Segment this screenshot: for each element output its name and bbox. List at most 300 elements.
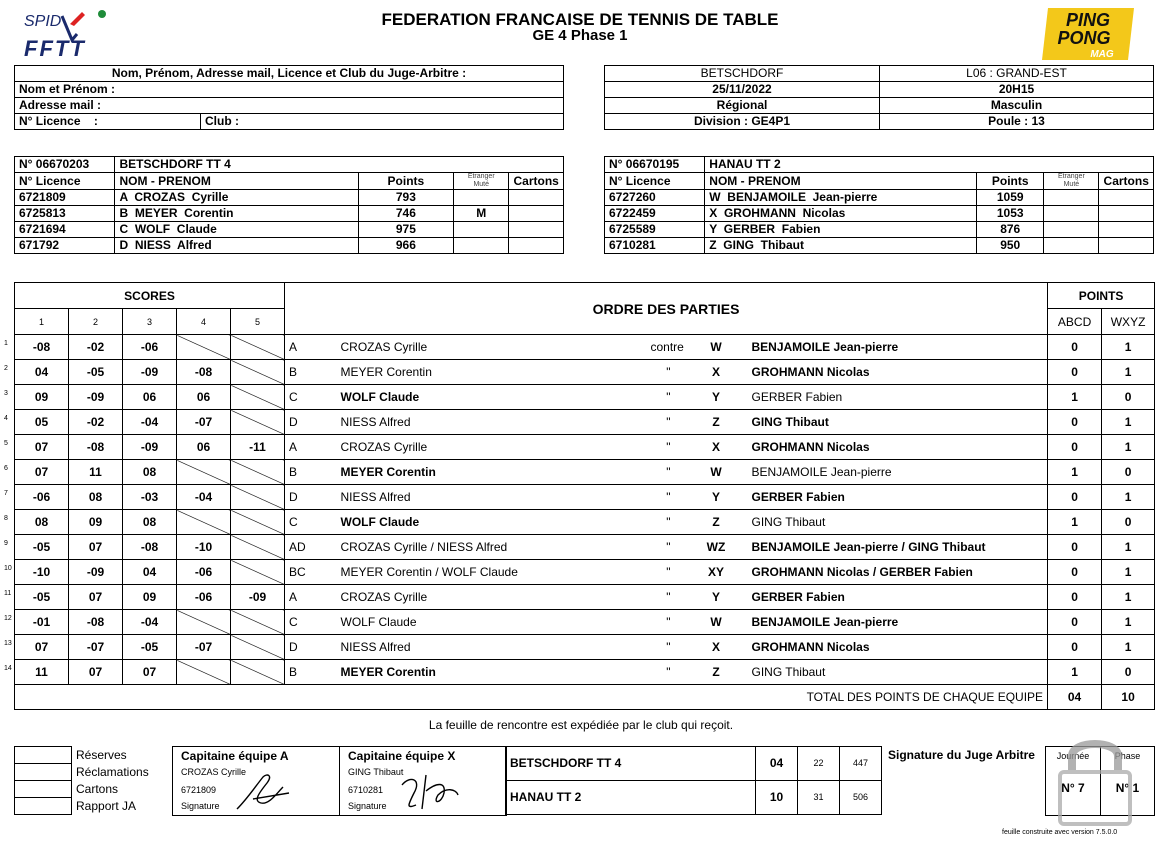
player-x-name: GERBER Fabien <box>748 385 1048 410</box>
svg-text:MAG: MAG <box>1090 49 1114 60</box>
player-cards <box>1099 190 1154 206</box>
player-cards <box>509 222 564 238</box>
set-score: -07 <box>69 635 123 660</box>
points-a: 1 <box>1048 385 1102 410</box>
versus-separator: " <box>647 510 685 535</box>
player-points: 746 <box>358 206 453 222</box>
versus-separator: " <box>647 585 685 610</box>
points-a: 0 <box>1048 635 1102 660</box>
player-a-name: WOLF Claude <box>337 610 647 635</box>
player-x-name: GING Thibaut <box>748 410 1048 435</box>
captain-a-signature <box>233 769 293 815</box>
player-x-name: GERBER Fabien <box>748 585 1048 610</box>
set-score: 07 <box>69 660 123 685</box>
player-name: D NIESS Alfred <box>115 238 358 254</box>
player-cards <box>1099 222 1154 238</box>
set-score: -07 <box>177 635 231 660</box>
set-score: -11 <box>231 435 285 460</box>
versus-separator: " <box>647 410 685 435</box>
svg-text:PONG: PONG <box>1057 28 1111 48</box>
team-x-number: N° 06670195 <box>605 157 705 173</box>
player-x-letter: Z <box>685 410 748 435</box>
player-a-letter: D <box>285 485 337 510</box>
points-a: 0 <box>1048 535 1102 560</box>
match-row <box>15 510 1155 535</box>
captain-a-signature-label: Signature <box>181 801 220 811</box>
match-row <box>15 560 1155 585</box>
set-score <box>231 335 285 360</box>
svg-text:SPID: SPID <box>24 13 62 30</box>
player-x-letter: WZ <box>685 535 748 560</box>
player-licence: 671792 <box>15 238 115 254</box>
set-score <box>231 485 285 510</box>
player-name: X GROHMANN Nicolas <box>705 206 977 222</box>
captain-x-name: GING Thibaut <box>348 767 404 777</box>
player-x-letter: Z <box>685 660 748 685</box>
player-a-letter: BC <box>285 560 337 585</box>
team-a-number: N° 06670203 <box>15 157 115 173</box>
summary-points: 10 <box>756 781 798 815</box>
team-a-col-cards: Cartons <box>509 173 564 190</box>
player-a-name: MEYER Corentin <box>337 460 647 485</box>
points-a: 0 <box>1048 360 1102 385</box>
captain-a-heading: Capitaine équipe A <box>181 749 289 763</box>
points-x: 0 <box>1102 460 1155 485</box>
player-name: C WOLF Claude <box>115 222 358 238</box>
player-row <box>15 222 564 238</box>
player-a-name: NIESS Alfred <box>337 410 647 435</box>
player-row <box>15 206 564 222</box>
player-licence: 6721809 <box>15 190 115 206</box>
player-name: B MEYER Corentin <box>115 206 358 222</box>
player-foreign <box>454 238 509 254</box>
player-a-letter: C <box>285 510 337 535</box>
checklist-label: Cartons <box>76 781 119 796</box>
team-x-col-points: Points <box>977 173 1044 190</box>
player-foreign <box>1044 238 1099 254</box>
match-row <box>15 435 1155 460</box>
summary-table <box>505 746 882 815</box>
player-a-name: MEYER Corentin <box>337 360 647 385</box>
versus-separator: " <box>647 635 685 660</box>
match-row <box>15 410 1155 435</box>
points-x: 1 <box>1102 610 1155 635</box>
summary-points: 04 <box>756 747 798 781</box>
versus-separator: " <box>647 435 685 460</box>
player-a-name: MEYER Corentin <box>337 660 647 685</box>
padlock-icon <box>1050 732 1140 828</box>
set-score <box>177 610 231 635</box>
set-score <box>231 385 285 410</box>
points-x: 1 <box>1102 360 1155 385</box>
captain-x-heading: Capitaine équipe X <box>348 749 456 763</box>
checklist-label: Réclamations <box>76 764 149 779</box>
points-x: 1 <box>1102 410 1155 435</box>
match-gender: Masculin <box>880 98 1154 114</box>
points-x: 1 <box>1102 335 1155 360</box>
referee-club-label: Club : <box>201 114 564 130</box>
player-cards <box>1099 206 1154 222</box>
player-a-letter: A <box>285 335 337 360</box>
set-score: -04 <box>123 410 177 435</box>
team-x-table <box>604 156 1154 254</box>
referee-email-label: Adresse mail : <box>15 98 564 114</box>
set-header: 5 <box>231 309 285 335</box>
phase-label: Phase <box>1114 751 1141 761</box>
player-row <box>15 238 564 254</box>
set-score <box>231 410 285 435</box>
set-score: -08 <box>177 360 231 385</box>
team-a-players <box>15 190 564 254</box>
row-number: 1 <box>4 340 8 347</box>
row-number: 4 <box>4 415 8 422</box>
set-score: -08 <box>69 610 123 635</box>
set-score: -06 <box>177 560 231 585</box>
journee-value: N° 7 <box>1061 781 1085 795</box>
set-score: -06 <box>177 585 231 610</box>
player-x-name: GROHMANN Nicolas <box>748 360 1048 385</box>
versus-separator: contre <box>647 335 685 360</box>
points-a: 0 <box>1048 560 1102 585</box>
svg-text:PING: PING <box>1065 10 1111 30</box>
total-label: TOTAL DES POINTS DE CHAQUE EQUIPE <box>15 685 1048 710</box>
player-cards <box>509 206 564 222</box>
referee-name-label: Nom et Prénom : <box>15 82 564 98</box>
summary-sets: 22 <box>798 747 840 781</box>
versus-separator: " <box>647 360 685 385</box>
set-score: -04 <box>123 610 177 635</box>
player-points: 975 <box>358 222 453 238</box>
player-cards <box>509 190 564 206</box>
player-foreign <box>454 222 509 238</box>
player-x-letter: X <box>685 435 748 460</box>
player-a-name: WOLF Claude <box>337 385 647 410</box>
player-points: 950 <box>977 238 1044 254</box>
versus-separator: " <box>647 385 685 410</box>
set-score: 06 <box>177 435 231 460</box>
points-x: 1 <box>1102 485 1155 510</box>
versus-separator: " <box>647 560 685 585</box>
summary-sets: 31 <box>798 781 840 815</box>
player-x-name: GROHMANN Nicolas / GERBER Fabien <box>748 560 1048 585</box>
team-a-name: BETSCHDORF TT 4 <box>115 157 564 173</box>
versus-separator: " <box>647 610 685 635</box>
set-score: -07 <box>177 410 231 435</box>
points-x: 1 <box>1102 635 1155 660</box>
player-points: 793 <box>358 190 453 206</box>
referee-info-table <box>14 65 564 130</box>
row-number: 7 <box>4 490 8 497</box>
player-foreign <box>1044 190 1099 206</box>
player-x-name: GERBER Fabien <box>748 485 1048 510</box>
row-number: 8 <box>4 515 8 522</box>
match-level: Régional <box>605 98 880 114</box>
set-score: -03 <box>123 485 177 510</box>
set-score: -05 <box>15 535 69 560</box>
dispatch-note: La feuille de rencontre est expédiée par le club qui reçoit. <box>428 718 734 732</box>
player-x-letter: W <box>685 460 748 485</box>
player-x-letter: X <box>685 360 748 385</box>
player-a-letter: B <box>285 460 337 485</box>
points-x: 0 <box>1102 510 1155 535</box>
player-a-name: CROZAS Cyrille <box>337 585 647 610</box>
document-title: FEDERATION FRANCAISE DE TENNIS DE TABLE <box>381 10 779 29</box>
set-score: 07 <box>123 660 177 685</box>
row-number: 12 <box>4 615 12 622</box>
points-x: 1 <box>1102 585 1155 610</box>
team-a-col-licence: N° Licence <box>15 173 115 190</box>
player-licence: 6710281 <box>605 238 705 254</box>
set-score: -02 <box>69 335 123 360</box>
checkbox[interactable] <box>15 747 72 764</box>
match-row <box>15 335 1155 360</box>
player-x-name: GROHMANN Nicolas <box>748 435 1048 460</box>
referee-signature-label: Signature du Juge Arbitre <box>888 748 1035 762</box>
player-a-letter: AD <box>285 535 337 560</box>
checklist-label: Rapport JA <box>76 798 137 813</box>
wxyz-header: WXYZ <box>1102 309 1155 335</box>
player-licence: 6725813 <box>15 206 115 222</box>
versus-separator: " <box>647 535 685 560</box>
set-score <box>231 560 285 585</box>
set-score <box>177 660 231 685</box>
set-score: -10 <box>15 560 69 585</box>
row-number: 6 <box>4 465 8 472</box>
row-number: 2 <box>4 365 8 372</box>
checkbox[interactable] <box>15 798 72 815</box>
points-a: 0 <box>1048 610 1102 635</box>
set-score: -06 <box>15 485 69 510</box>
set-score: 06 <box>177 385 231 410</box>
set-score: -06 <box>123 335 177 360</box>
set-score <box>177 460 231 485</box>
match-row <box>15 485 1155 510</box>
set-score: -09 <box>69 560 123 585</box>
row-number: 5 <box>4 440 8 447</box>
captain-x <box>340 747 506 815</box>
abcd-header: ABCD <box>1048 309 1102 335</box>
team-a-col-foreign: Etranger Muté <box>454 173 509 190</box>
player-name: Z GING Thibaut <box>705 238 977 254</box>
points-heading: POINTS <box>1048 283 1155 309</box>
match-division: Division : GE4P1 <box>605 114 880 130</box>
set-header: 1 <box>15 309 69 335</box>
points-a: 0 <box>1048 485 1102 510</box>
player-name: A CROZAS Cyrille <box>115 190 358 206</box>
journee-label: Journée <box>1056 751 1090 761</box>
player-x-letter: Z <box>685 510 748 535</box>
set-score: 07 <box>69 585 123 610</box>
match-row <box>15 535 1155 560</box>
set-score: 09 <box>69 510 123 535</box>
player-row <box>605 206 1154 222</box>
phase-value: N° 1 <box>1115 781 1140 795</box>
player-cards <box>509 238 564 254</box>
player-x-name: GROHMANN Nicolas <box>748 635 1048 660</box>
player-foreign <box>1044 222 1099 238</box>
match-rows <box>15 335 1155 685</box>
player-x-name: BENJAMOILE Jean-pierre <box>748 610 1048 635</box>
captain-x-licence: 6710281 <box>348 785 384 795</box>
set-score: 05 <box>15 410 69 435</box>
player-licence: 6722459 <box>605 206 705 222</box>
summary-balls: 447 <box>840 747 882 781</box>
document-subtitle: GE 4 Phase 1 <box>532 27 628 44</box>
player-x-name: BENJAMOILE Jean-pierre / GING Thibaut <box>748 535 1048 560</box>
set-score: -08 <box>69 435 123 460</box>
set-score <box>231 660 285 685</box>
player-x-letter: W <box>685 610 748 635</box>
row-number: 9 <box>4 540 8 547</box>
match-pool: Poule : 13 <box>880 114 1154 130</box>
row-number: 13 <box>4 640 12 647</box>
checkbox[interactable] <box>15 781 72 798</box>
player-row <box>605 190 1154 206</box>
player-foreign <box>454 190 509 206</box>
match-row <box>15 660 1155 685</box>
player-licence: 6725589 <box>605 222 705 238</box>
player-name: Y GERBER Fabien <box>705 222 977 238</box>
row-numbers <box>0 332 14 682</box>
points-a: 1 <box>1048 510 1102 535</box>
set-score: -09 <box>123 435 177 460</box>
set-score <box>177 510 231 535</box>
set-score: -05 <box>15 585 69 610</box>
match-row <box>15 385 1155 410</box>
referee-heading: Nom, Prénom, Adresse mail, Licence et Club du Juge-Arbitre : <box>15 66 564 82</box>
match-row <box>15 360 1155 385</box>
captain-a-name: CROZAS Cyrille <box>181 767 247 777</box>
order-heading: ORDRE DES PARTIES <box>285 283 1048 335</box>
set-score: 07 <box>15 435 69 460</box>
match-row <box>15 460 1155 485</box>
total-x: 10 <box>1102 685 1155 710</box>
player-a-name: NIESS Alfred <box>337 635 647 660</box>
player-a-name: MEYER Corentin / WOLF Claude <box>337 560 647 585</box>
team-x-players <box>605 190 1154 254</box>
points-a: 0 <box>1048 585 1102 610</box>
set-score: 09 <box>15 385 69 410</box>
set-score: 08 <box>69 485 123 510</box>
team-a-col-points: Points <box>358 173 453 190</box>
player-licence: 6727260 <box>605 190 705 206</box>
points-x: 0 <box>1102 385 1155 410</box>
referee-licence-label: N° Licence : <box>15 114 201 130</box>
player-licence: 6721694 <box>15 222 115 238</box>
scores-table <box>14 282 1155 710</box>
set-score: -05 <box>123 635 177 660</box>
team-x-col-licence: N° Licence <box>605 173 705 190</box>
set-score <box>231 635 285 660</box>
player-row <box>605 238 1154 254</box>
points-x: 1 <box>1102 560 1155 585</box>
player-a-letter: A <box>285 435 337 460</box>
team-a-col-name: NOM - PRENOM <box>115 173 358 190</box>
points-x: 1 <box>1102 435 1155 460</box>
set-header: 3 <box>123 309 177 335</box>
checkbox[interactable] <box>15 764 72 781</box>
player-points: 876 <box>977 222 1044 238</box>
player-a-letter: C <box>285 385 337 410</box>
points-x: 0 <box>1102 660 1155 685</box>
set-score <box>231 360 285 385</box>
set-score: 06 <box>123 385 177 410</box>
player-x-letter: Y <box>685 585 748 610</box>
versus-separator: " <box>647 660 685 685</box>
set-score: 04 <box>123 560 177 585</box>
checklist-label: Réserves <box>76 747 127 762</box>
svg-text:FFTT: FFTT <box>24 36 86 61</box>
player-cards <box>1099 238 1154 254</box>
match-time: 20H15 <box>880 82 1154 98</box>
set-score: -09 <box>231 585 285 610</box>
player-a-letter: B <box>285 660 337 685</box>
match-date: 25/11/2022 <box>605 82 880 98</box>
summary-team: BETSCHDORF TT 4 <box>506 747 756 781</box>
player-name: W BENJAMOILE Jean-pierre <box>705 190 977 206</box>
set-score: 11 <box>15 660 69 685</box>
player-x-name: GING Thibaut <box>748 660 1048 685</box>
set-score: 08 <box>123 460 177 485</box>
points-a: 1 <box>1048 660 1102 685</box>
player-x-name: BENJAMOILE Jean-pierre <box>748 460 1048 485</box>
row-number: 11 <box>4 590 12 597</box>
player-x-letter: W <box>685 335 748 360</box>
set-score: -09 <box>69 385 123 410</box>
player-x-letter: XY <box>685 560 748 585</box>
set-score: -05 <box>69 360 123 385</box>
points-a: 0 <box>1048 435 1102 460</box>
match-row <box>15 635 1155 660</box>
player-x-name: GING Thibaut <box>748 510 1048 535</box>
set-score: -01 <box>15 610 69 635</box>
fftt-logo <box>22 6 117 62</box>
player-a-name: WOLF Claude <box>337 510 647 535</box>
player-a-letter: A <box>285 585 337 610</box>
team-x-col-name: NOM - PRENOM <box>705 173 977 190</box>
player-x-letter: Y <box>685 385 748 410</box>
points-a: 1 <box>1048 460 1102 485</box>
set-score: 07 <box>15 635 69 660</box>
set-score <box>231 510 285 535</box>
player-points: 1059 <box>977 190 1044 206</box>
player-a-letter: B <box>285 360 337 385</box>
version-note: feuille construite avec version 7.5.0.0 <box>1002 829 1118 836</box>
row-number: 14 <box>4 665 12 672</box>
player-foreign: M <box>454 206 509 222</box>
set-score: -09 <box>123 360 177 385</box>
set-header: 4 <box>177 309 231 335</box>
total-a: 04 <box>1048 685 1102 710</box>
team-x-col-foreign: Etranger Muté <box>1044 173 1099 190</box>
player-a-name: CROZAS Cyrille / NIESS Alfred <box>337 535 647 560</box>
player-a-name: CROZAS Cyrille <box>337 335 647 360</box>
player-a-name: CROZAS Cyrille <box>337 435 647 460</box>
set-score: -10 <box>177 535 231 560</box>
set-score: 07 <box>69 535 123 560</box>
row-number: 3 <box>4 390 8 397</box>
checklist <box>14 746 154 815</box>
match-row <box>15 585 1155 610</box>
team-a-table <box>14 156 564 254</box>
set-header: 2 <box>69 309 123 335</box>
row-number: 10 <box>4 565 12 572</box>
league: L06 : GRAND-EST <box>880 66 1154 82</box>
set-score: -02 <box>69 410 123 435</box>
set-score: 07 <box>15 460 69 485</box>
set-score <box>231 610 285 635</box>
set-score <box>177 335 231 360</box>
